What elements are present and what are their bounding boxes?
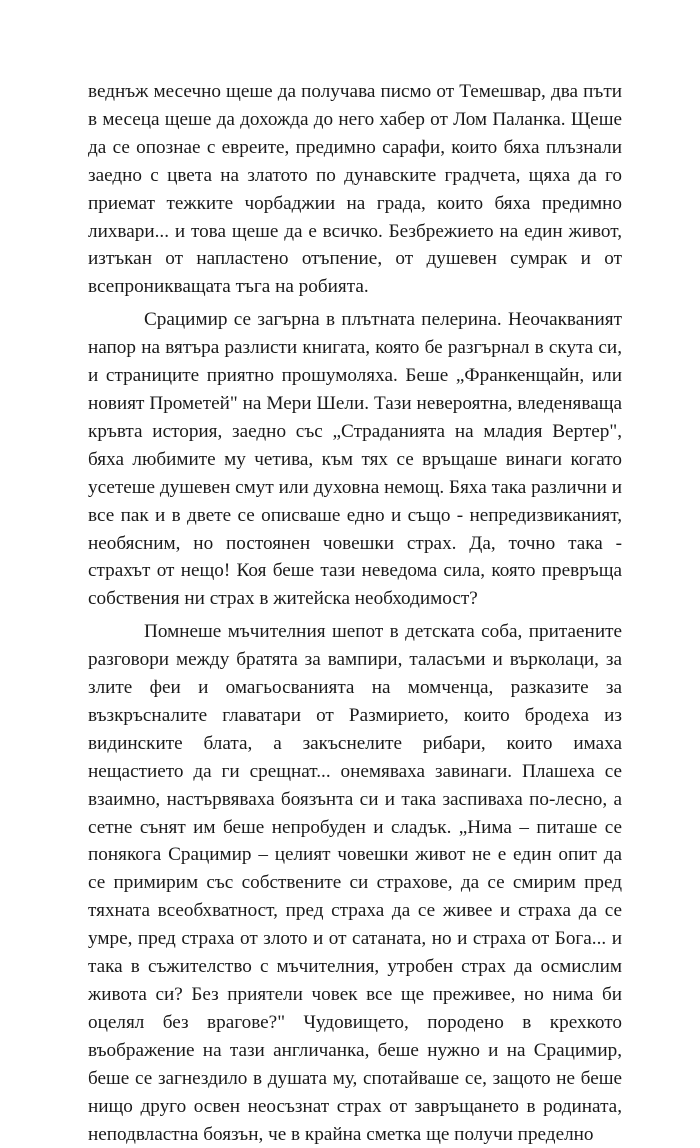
document-body <box>88 78 622 1148</box>
paragraph-1: веднъж месечно щеше да получава писмо от Темешвар, два пъти в месеца щеше да дохожда до него хабер от Лом Паланка. Щеше да се опознае с евреите, предимно сарафи, които бяха плъзнали заедно с цвета на златото по дунавските градчета, щяха да го приемат тежките чорбаджии на града, които бяха предимно лихвари... и това щеше да е всичко. Безбрежието на един живот, изтъкан от напластено отъпение, от душевен сумрак и от всепроникващата тъга на робията. <box>88 81 622 298</box>
paragraph-2: Срацимир се загърна в плътната пелерина. Неочакваният напор на вятъра разлисти книгата, която бе разгърнал в скута си, и страниците приятно прошумоляха. Беше „Франкенщайн, или новият Прометей" на Мери Шели. Тази невероятна, вледеняваща кръвта история, заедно със „Страданията на младия Вертер", бяха любимите му четива, към тях се връщаше винаги когато усетеше душевен смут или духовна немощ. Бяха така различни и все пак и в двете се описваше едно и също - непредизвиканият, необясним, но постоянен човешки страх. Да, точно така - страхът от нещо! Коя беше тази неведома сила, която превръща собствения ни страх в житейска необходимост? <box>88 309 622 610</box>
paragraph-3: Помнеше мъчителния шепот в детската соба, притаените разговори между братята за вампири, таласъми и върколаци, за злите феи и омагьосванията на момченца, разказите за възкръсналите главатари от Размирието, които бродеха из видинските блата, а закъснелите рибари, които имаха нещастието да ги срещнат... онемяваха завинаги. Плашеха се взаимно, настървяваха боязънта си и така заспиваха по-лесно, а сетне сънят им беше непробуден и сладък. „Нима – питаше се понякога Срацимир – целият човешки живот не е един опит да се примирим със собствените си страхове, да се смирим пред тяхната всеобхватност, пред страха да се живее и страха да се умре, пред страха от злото и от сатаната, но и страха от Бога... и така в съжителство с мъчителния, утробен страх да осмислим живота си? Без приятели човек все ще преживее, но нима би оцелял без врагове?" Чудовището, породено в крехкото въображение на тази англичанка, беше нужно и на Срацимир, беше се загнездило в душата му, спотайваше се, защото не беше нищо друго освен неосъзнат страх от завръщането в родината, неподвластна боязън, че в крайна сметка ще получи пределно <box>88 621 622 1145</box>
